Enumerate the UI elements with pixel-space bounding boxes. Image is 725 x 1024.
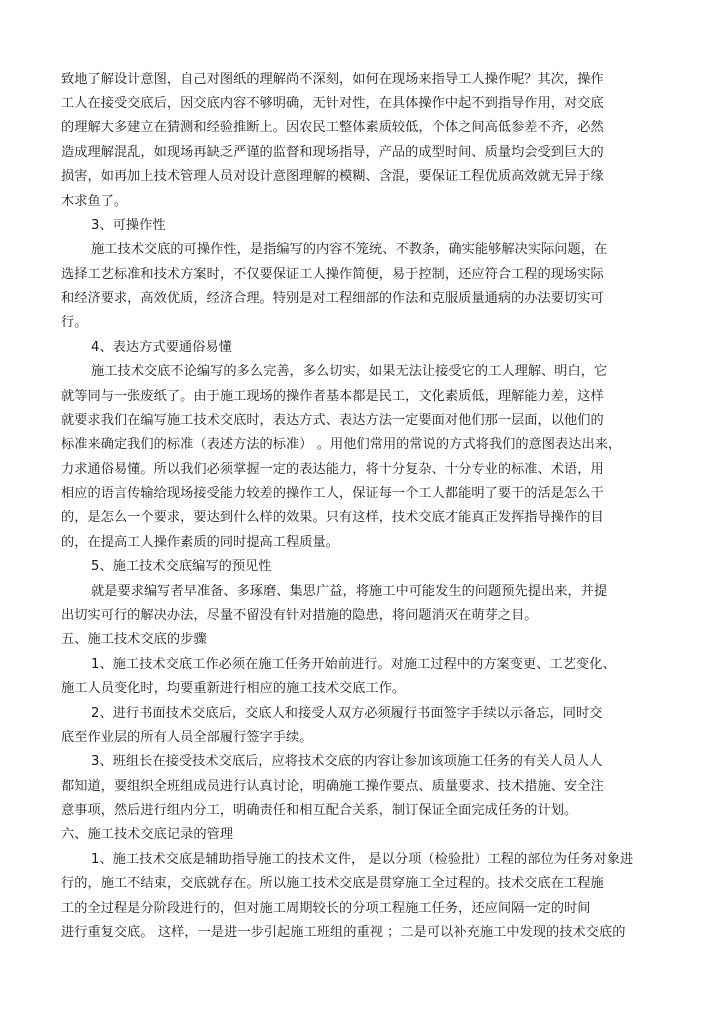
text-line: 2、进行书面技术交底后，交底人和接受人双方必须履行书面签字手续以示备忘，同时交 [91, 706, 603, 721]
text-line: 的，在提高工人操作素质的同时提高工程质量。 [61, 535, 339, 550]
text-line: 就是要求编写者早准备、多琢磨、集思广益，将施工中可能发生的问题预先提出来，并提 [91, 584, 608, 599]
text-line: 工的全过程是分阶段进行的，但对施工周期较长的分项工程施工任务，还应间隔一定的时间 [61, 901, 591, 916]
text-line: 相应的语言传输给现场接受能力较差的操作工人，保证每一个工人都能明了要干的活是怎么干 [61, 486, 604, 501]
text-line: 就等同与一张废纸了。由于施工现场的操作者基本都是民工，文化素质低，理解能力差，这样 [61, 389, 604, 404]
section-heading: 5、施工技术交底编写的预见性 [91, 559, 272, 574]
text-line: 木求鱼了。 [61, 194, 128, 209]
text-line: 出切实可行的解决办法，尽量不留没有针对措施的隐患，将问题消灭在萌芽之目。 [61, 608, 538, 623]
text-line: 就要求我们在编写施工技术交底时，表达方式、表达方法一定要面对他们那一层面，以他们的 [61, 413, 604, 428]
text-line: 都知道，要组织全班组成员进行认真讨论，明确施工操作要点、质量要求、技术措施、安全注 [61, 779, 604, 794]
text-line: 行的，施工不结束，交底就存在。所以施工技术交底是贯穿施工全过程的。技术交底在工程施 [61, 876, 604, 891]
text-line: 的，是怎么一个要求，要达到什么样的效果。只有这样，技术交底才能真正发挥指导操作的目 [61, 510, 604, 525]
text-line: 1、施工技术交底工作必须在施工任务开始前进行。对施工过程中的方案变更、工艺变化、 [91, 657, 616, 672]
text-line: 标准来确定我们的标准（表述方法的标准） 。用他们常用的常说的方式将我们的意图表达出来， [61, 437, 622, 452]
text-line: 工人在接受交底后，因交底内容不够明确，无针对性，在具体操作中起不到指导作用，对交底 [61, 96, 604, 111]
section-heading: 4、表达方式要通俗易懂 [91, 340, 232, 355]
text-line: 的理解大多建立在猜测和经验推断上。因农民工整体素质较低，个体之间高低参差不齐，必然 [61, 120, 604, 135]
text-line: 造成理解混乱，如现场再缺乏严谨的监督和现场指导，产品的成型时间、质量均会受到巨大的 [61, 145, 604, 160]
text-line: 损害，如再加上技术管理人员对设计意图理解的模糊、含混，要保证工程优质高效就无异于缘 [61, 169, 604, 184]
text-line: 行。 [61, 315, 88, 330]
text-line: 意事项，然后进行组内分工，明确责任和相互配合关系，制订保证全面完成任务的计划。 [61, 803, 578, 818]
text-line: 致地了解设计意图，自己对图纸的理解尚不深刻，如何在现场来指导工人操作呢？其次，操作 [61, 72, 604, 87]
section-heading: 3、可操作性 [91, 218, 166, 233]
text-line: 底至作业层的所有人员全部履行签字手续。 [61, 730, 313, 745]
text-line: 施工技术交底的可操作性，是指编写的内容不笼统、不教条，确实能够解决实际问题，在 [91, 242, 608, 257]
text-line: 进行重复交底。 这样，一是进一步引起施工班组的重视 ；二是可以补充施工中发现的技术交底的 [61, 925, 626, 940]
text-line: 力求通俗易懂。所以我们必须掌握一定的表达能力，将十分复杂、十分专业的标准、术语，用 [61, 462, 604, 477]
section-heading: 六、施工技术交底记录的管理 [61, 827, 234, 842]
text-line: 施工人员变化时，均要重新进行相应的施工技术交底工作。 [61, 681, 406, 696]
text-line: 1、施工技术交底是辅助指导施工的技术文件， 是以分项（检验批）工程的部位为任务对象进 [91, 852, 634, 867]
text-line: 3、班组长在接受技术交底后，应将技术交底的内容让参加该项施工任务的有关人员人人 [91, 754, 603, 769]
text-line: 和经济要求，高效优质，经济合理。特别是对工程细部的作法和克服质量通病的办法要切实可 [61, 291, 604, 306]
section-heading: 五、施工技术交底的步骤 [61, 632, 207, 647]
text-line: 施工技术交底不论编写的多么完善，多么切实，如果无法让接受它的工人理解、明白，它 [91, 364, 608, 379]
text-line: 选择工艺标准和技术方案时，不仅要保证工人操作简便，易于控制，还应符合工程的现场实际 [61, 267, 604, 282]
